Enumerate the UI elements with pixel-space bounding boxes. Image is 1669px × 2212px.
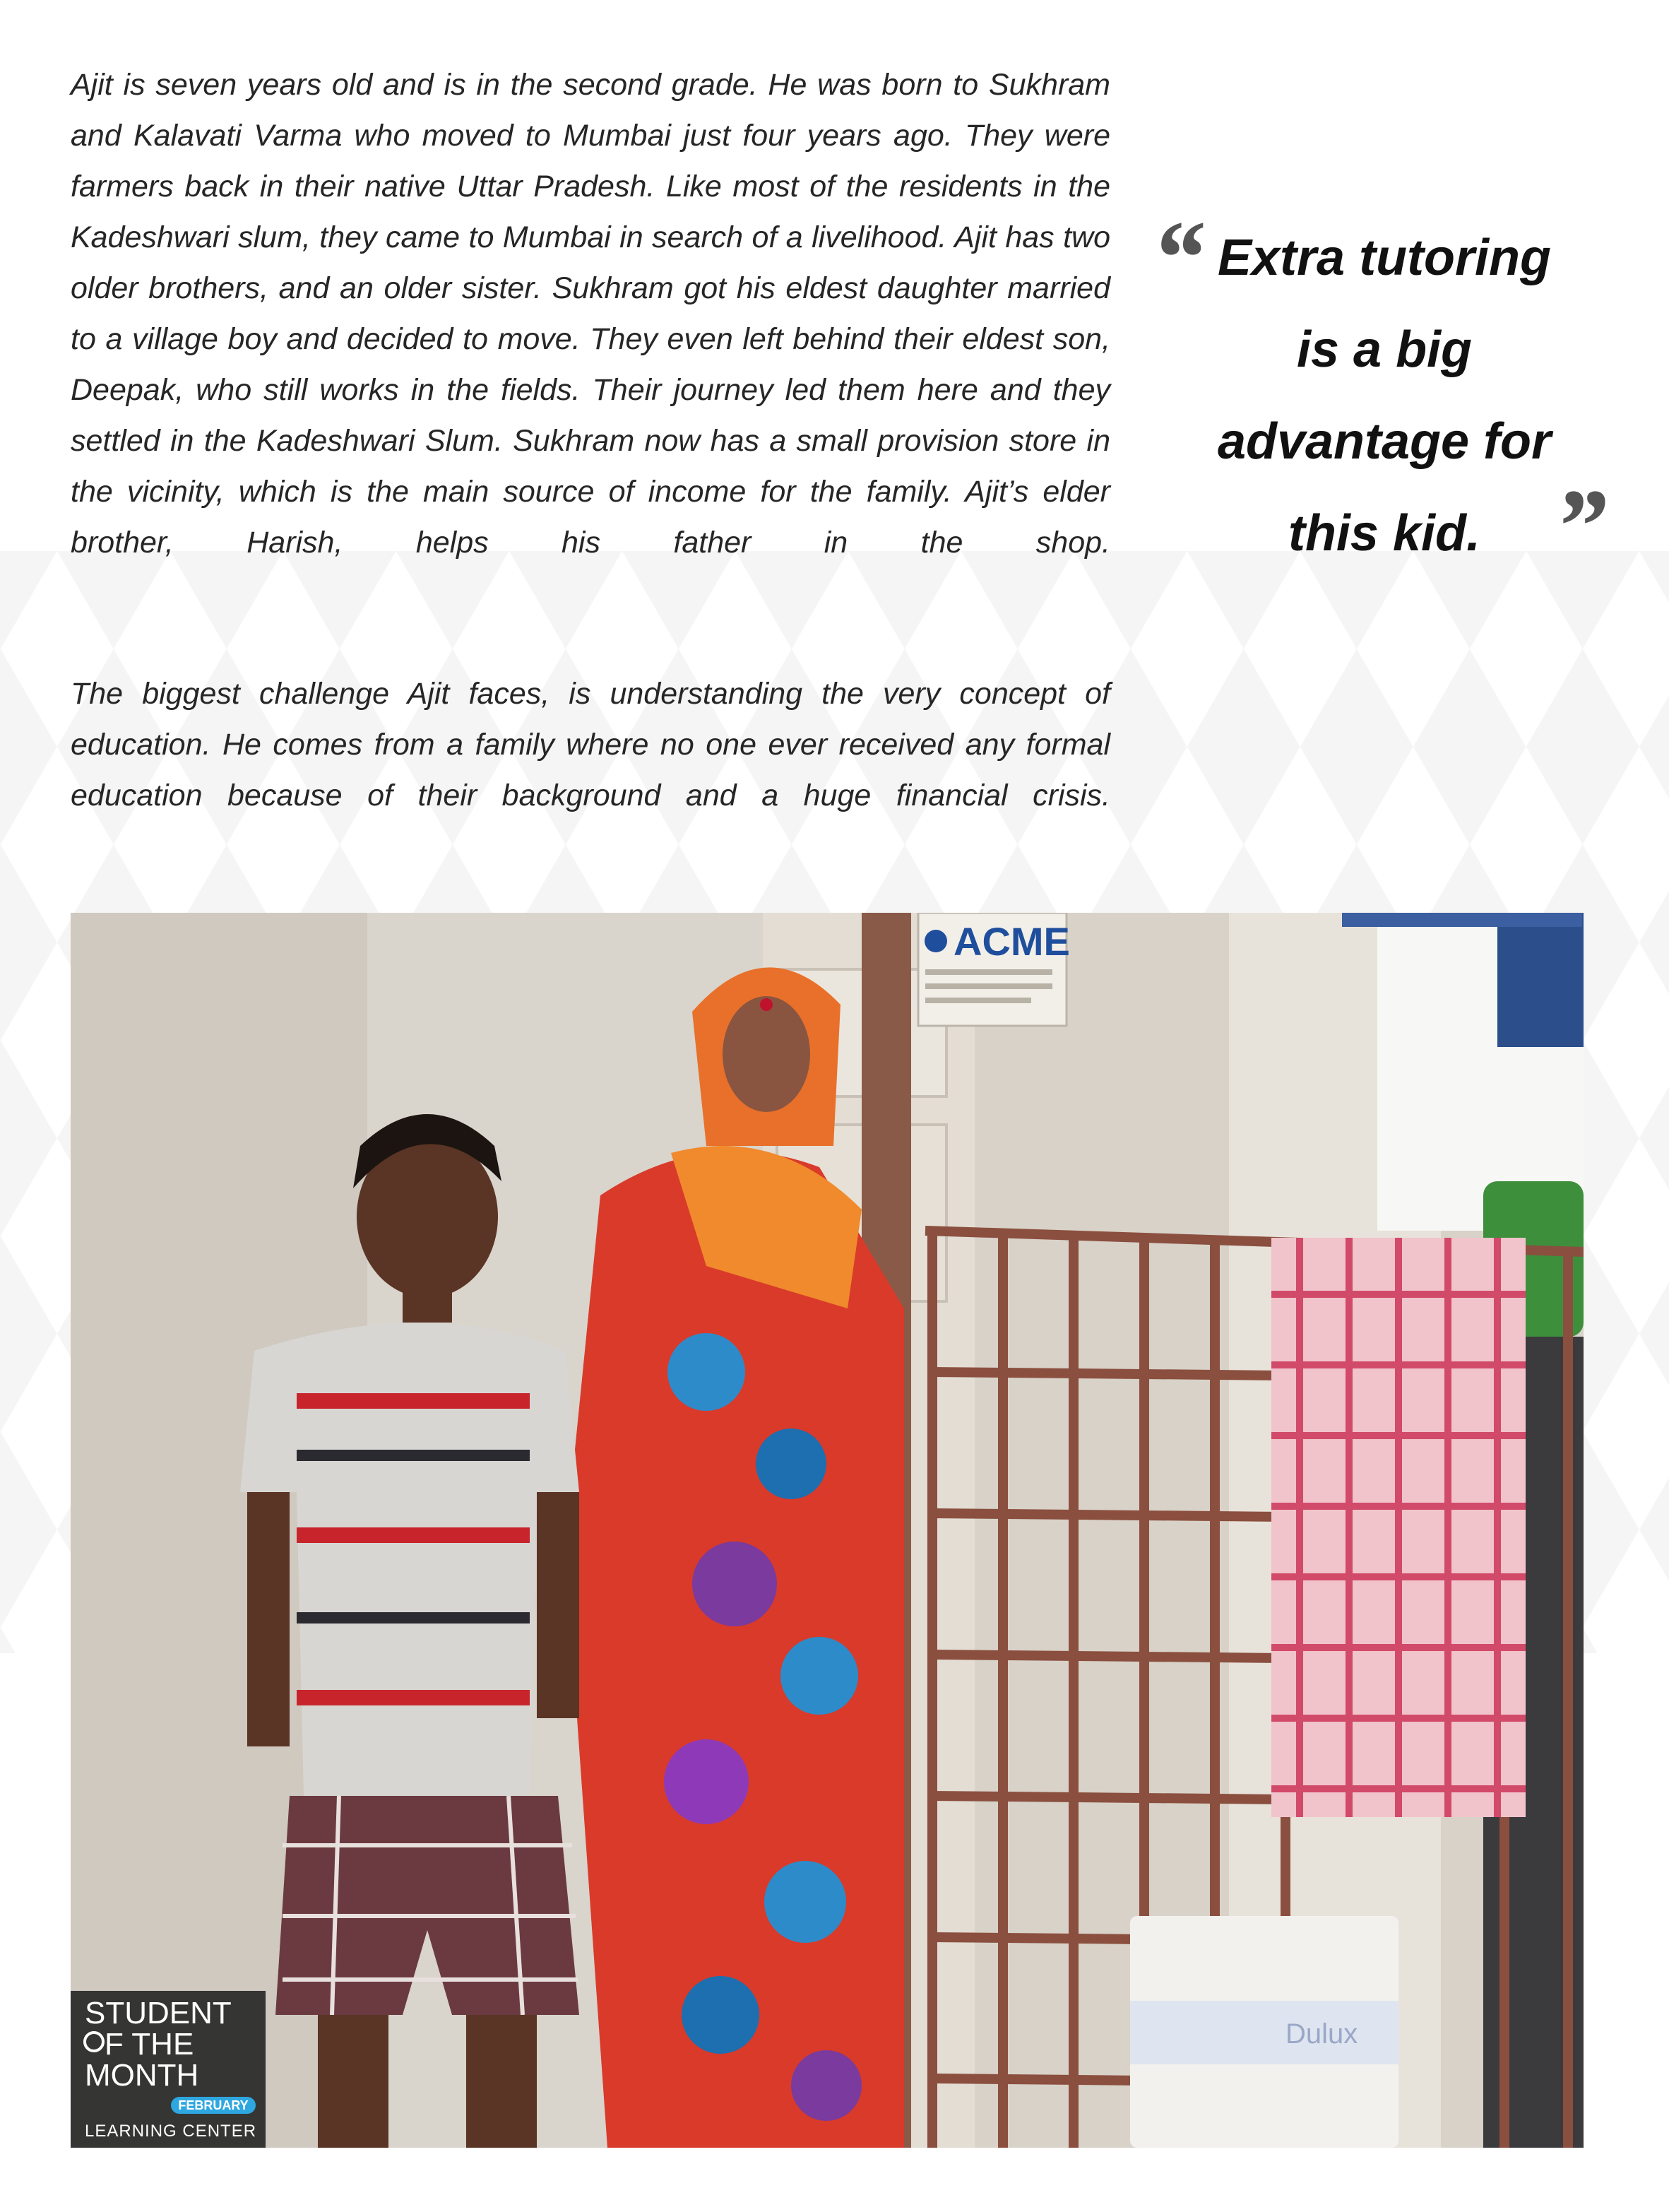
close-quote-mark: ” — [1554, 468, 1607, 585]
article-paragraph-1: Ajit is seven years old and is in the second grade. He was born to Sukhram and Kalavati Varma who moved to Mumbai just four years ago. They were farmers back in their native Uttar Pradesh. Like most of the residents in the Kadeshwari slum, they came to Mumbai in search of a livelihood. Ajit has two older brothers, and an older sister. Sukhram got his eldest daughter married to a village boy and decided to move. They even left behind their eldest son, Deepak, who still works in the fields. Their journey led them here and they settled in the Kadeshwari Slum. Sukhram now has a small provision store in the vicinity, which is the main source of income for the family. Ajit’s elder brother, Harish, helps his father in the shop. — [71, 68, 1110, 560]
student-of-the-month-badge — [71, 1991, 266, 2148]
article-paragraph-2: The biggest challenge Ajit faces, is understanding the very concept of education. He comes from a family where no one ever received any formal education because of their background and a huge financial crisis. — [71, 677, 1110, 812]
badge-line-of-the: F THE — [105, 2027, 194, 2062]
photo-ajit-and-mother — [71, 913, 1584, 2148]
badge-o-logo-icon — [83, 2031, 105, 2052]
badge-line-student: STUDENT — [85, 1996, 232, 2030]
acme-sign-text: ACME — [954, 919, 1070, 964]
open-quote-mark: “ — [1151, 199, 1204, 317]
badge-learning-center: LEARNING CENTER — [85, 2122, 257, 2141]
badge-line-month: MONTH — [85, 2058, 199, 2093]
pull-quote-text: Extra tutoring is a big advantage for this kid. — [1217, 230, 1552, 562]
bucket-label: Dulux — [1285, 2018, 1358, 2050]
pull-quote — [1151, 199, 1610, 585]
badge-month-pill: FEBRUARY — [171, 2097, 256, 2114]
